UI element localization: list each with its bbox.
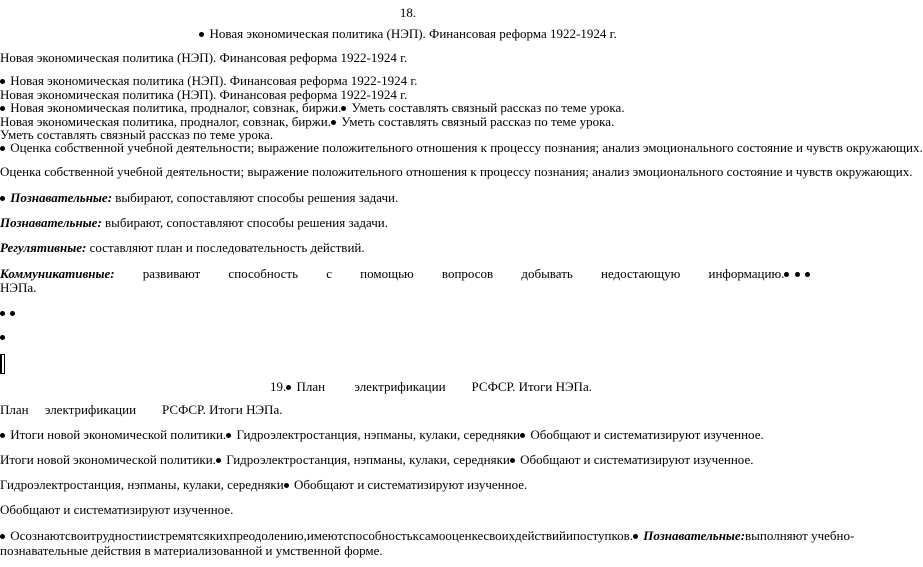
bullet-icon — [284, 483, 289, 488]
word: своих — [483, 528, 516, 543]
text-span: выбирают, сопоставляют способы решения задачи. — [105, 215, 388, 230]
word: трудности — [90, 528, 147, 543]
word: свои — [65, 528, 91, 543]
cognitive-label: Познавательные: — [643, 528, 746, 543]
word: и — [565, 528, 573, 543]
text-line — [0, 190, 398, 205]
text-line — [0, 452, 754, 467]
word: помощью — [360, 266, 414, 281]
communicative-line — [0, 266, 812, 281]
word: действий — [515, 528, 566, 543]
text-span: составляют план и последовательность действий. — [89, 240, 365, 255]
word: информацию. — [708, 266, 785, 281]
text-span: выбирают, сопоставляют способы решения задачи. — [115, 190, 399, 205]
bullet-icon — [341, 106, 346, 111]
word: способность — [228, 266, 299, 281]
word: и — [146, 528, 154, 543]
bullet-icon — [199, 32, 204, 37]
word: добывать — [521, 266, 573, 281]
justified-line — [0, 528, 855, 543]
word: самооценке — [418, 528, 484, 543]
word: к — [209, 528, 216, 543]
text-span — [708, 266, 811, 281]
bullet-icon — [0, 534, 5, 539]
text-span — [573, 528, 745, 543]
text-line — [0, 240, 365, 255]
heading-text: Новая экономическая политика (НЭП). Финансовая реформа 1922-1924 г. — [209, 26, 617, 41]
regulatory-label: Регулятивные: — [0, 240, 87, 255]
bullet-icon — [216, 458, 221, 463]
text-span: Обобщают и систематизируют изученное. — [530, 427, 764, 442]
text-span: Новая экономическая политика, продналог, совзнак, биржи. — [0, 114, 331, 129]
bullet-icon — [286, 385, 291, 390]
text-span — [0, 528, 65, 543]
bullet-icon — [0, 106, 5, 111]
text-span: Уметь составлять связный рассказ по теме урока. — [351, 100, 625, 115]
bullet-icon — [633, 534, 638, 539]
text-line — [0, 427, 764, 442]
word: преодолению, — [229, 528, 307, 543]
text-line — [0, 73, 417, 88]
text-span: Оценка собственной учебной деятельности; выражение положительного отношения к процессу познания; анализ эмоционального состояние и чувств окружающих. — [10, 140, 923, 155]
text-span: Итоги новой экономической политики. — [10, 427, 227, 442]
bullet-icon — [10, 311, 15, 316]
text-span: Гидроэлектростанция, нэпманы, кулаки, середняки — [236, 427, 521, 442]
text-line: Оценка собственной учебной деятельности; выражение положительного отношения к процессу познания; анализ эмоционального состояние и чувств окружающих. — [0, 164, 913, 179]
bullet-icon — [510, 458, 515, 463]
text-line: Новая экономическая политика (НЭП). Финансовая реформа 1922-1924 г. — [0, 50, 408, 65]
word: способность — [343, 528, 413, 543]
heading-number: 19. — [270, 379, 287, 394]
word: к — [412, 528, 419, 543]
cognitive-label: Познавательные: — [10, 190, 113, 205]
text-line — [0, 477, 527, 492]
word: развивают — [142, 266, 201, 281]
bullet-icon — [0, 146, 5, 151]
section-heading — [0, 26, 816, 41]
word: поступков. — [572, 528, 633, 543]
text-line — [0, 215, 388, 230]
word: стремятся — [153, 528, 210, 543]
bullet-icon — [0, 433, 5, 438]
bullet-icon — [784, 272, 789, 277]
word: вопросов — [441, 266, 494, 281]
text-line: НЭПа. — [0, 280, 37, 295]
heading-text: План электрификации РСФСР. Итоги НЭПа. — [296, 379, 592, 394]
text-cursor-marker — [0, 354, 5, 374]
text-span: Обобщают и систематизируют изученное. — [293, 477, 528, 492]
text-span: Новая экономическая политика, продналог, совзнак, биржи. — [10, 100, 342, 115]
word: с — [326, 266, 332, 281]
word: Осознают — [10, 528, 65, 543]
bullet-icon — [331, 120, 336, 125]
text-line: познавательные действия в материализованной и умственной форме. — [0, 543, 383, 558]
section-heading — [270, 379, 592, 394]
page-number: 18. — [399, 5, 417, 20]
text-span: Новая экономическая политика (НЭП). Финансовая реформа 1922-1924 г. — [10, 73, 418, 88]
word: выполняют учебно- — [745, 528, 855, 543]
word: их — [215, 528, 230, 543]
text-span: Итоги новой экономической политики. — [0, 452, 216, 467]
text-span: Гидроэлектростанция, нэпманы, кулаки, середняки — [0, 477, 284, 492]
bullet-icon — [805, 272, 810, 277]
text-span: Гидроэлектростанция, нэпманы, кулаки, середняки — [226, 452, 510, 467]
bullets — [0, 329, 7, 344]
text-line: План электрификации РСФСР. Итоги НЭПа. — [0, 402, 283, 417]
cognitive-label: Познавательные: — [0, 215, 102, 230]
bullet-icon — [0, 335, 5, 340]
text-line: Уметь составлять связный рассказ по теме урока. — [0, 127, 274, 142]
word: недостающую — [601, 266, 681, 281]
bullet-icon — [226, 433, 231, 438]
text-span: Уметь составлять связный рассказ по теме урока. — [341, 114, 615, 129]
text-line: Обобщают и систематизируют изученное. — [0, 502, 234, 517]
text-line — [0, 140, 923, 155]
text-line: Новая экономическая политика (НЭП). Финансовая реформа 1922-1924 г. — [0, 87, 408, 102]
bullet-icon — [0, 79, 5, 84]
communicative-label: Коммуникативные: — [0, 266, 115, 281]
bullets — [0, 305, 17, 320]
bullet-icon — [795, 272, 800, 277]
text-line — [0, 100, 625, 115]
word: имеют — [306, 528, 344, 543]
bullet-icon — [520, 433, 525, 438]
bullet-icon — [0, 196, 5, 201]
bullet-icon — [0, 311, 5, 316]
text-span: Обобщают и систематизируют изученное. — [520, 452, 754, 467]
